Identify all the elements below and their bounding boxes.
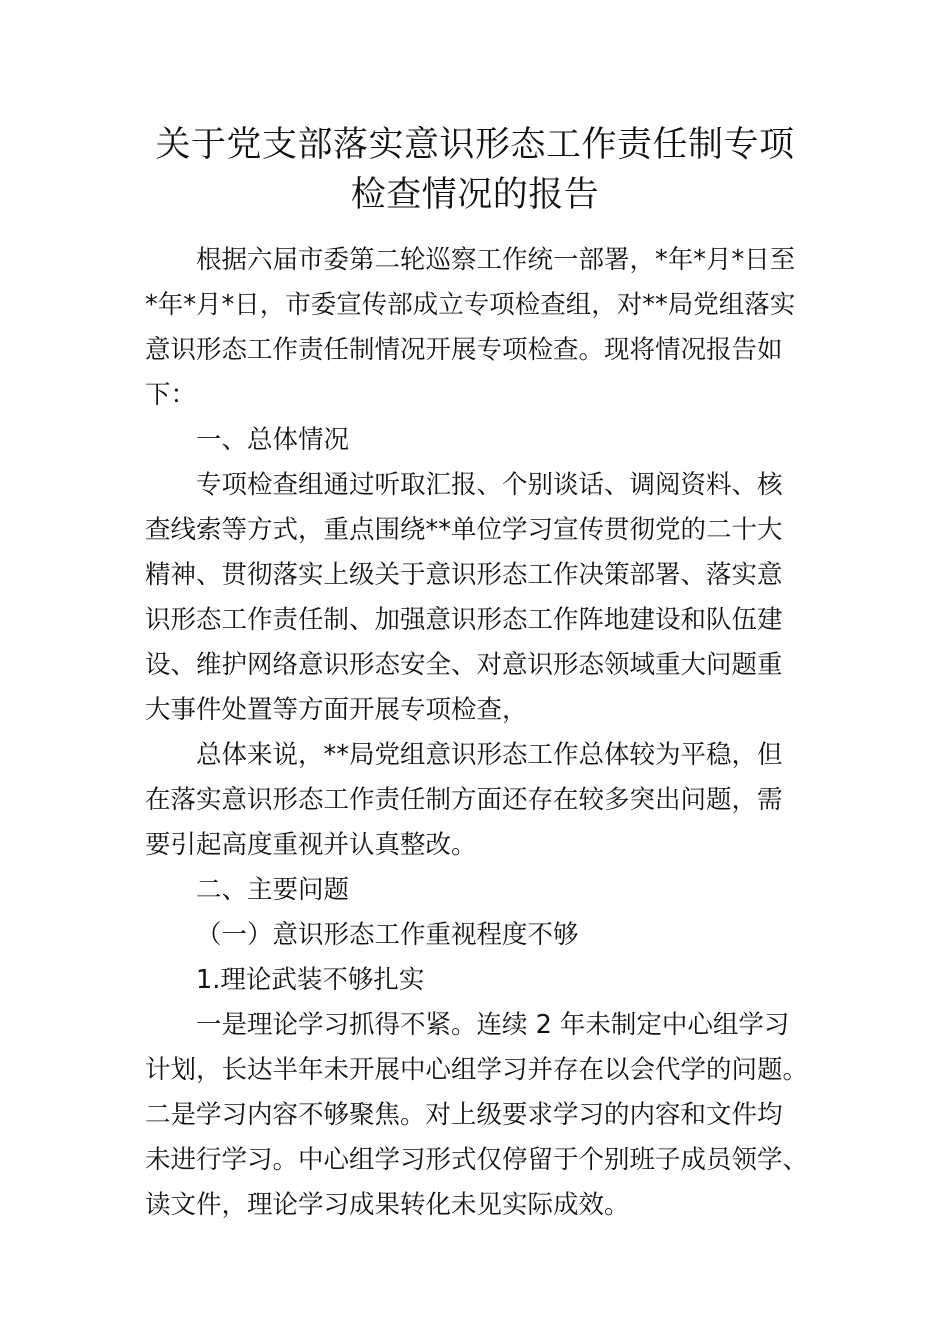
- text-line: 二是学习内容不够聚焦。对上级要求学习的内容和文件均: [145, 1100, 783, 1130]
- text-line: 总体来说，**局党组意识形态工作总体较为平稳，但: [196, 740, 783, 770]
- text-line: 一、总体情况: [196, 425, 350, 455]
- text-line: （一）意识形态工作重视程度不够: [196, 920, 579, 950]
- text-line: 精神、贯彻落实上级关于意识形态工作决策部署、落实意: [145, 560, 783, 590]
- text-line: 专项检查组通过听取汇报、个别谈话、调阅资料、核: [196, 470, 783, 500]
- title-line-2: 检查情况的报告: [350, 175, 600, 215]
- text-line: 在落实意识形态工作责任制方面还存在较多突出问题，需: [145, 785, 783, 815]
- text-line: 查线索等方式，重点围绕**单位学习宣传贯彻党的二十大: [145, 515, 783, 545]
- text-line: 一是理论学习抓得不紧。连续 2 年未制定中心组学习: [196, 1010, 790, 1040]
- text-line: 二、主要问题: [196, 875, 350, 905]
- text-line: 下：: [145, 380, 197, 410]
- text-line: 意识形态工作责任制情况开展专项检查。现将情况报告如: [145, 335, 783, 365]
- text-line: 读文件，理论学习成果转化未见实际成效。: [145, 1190, 630, 1220]
- text-line: 未进行学习。中心组学习形式仅停留于个别班子成员领学、: [145, 1145, 809, 1175]
- text-line: 大事件处置等方面开展专项检查，: [145, 695, 528, 725]
- text-line: 要引起高度重视并认真整改。: [145, 830, 477, 860]
- document-body: [145, 238, 809, 1228]
- text-line: *年*月*日，市委宣传部成立专项检查组，对**局党组落实: [145, 290, 796, 320]
- text-line: 识形态工作责任制、加强意识形态工作阵地建设和队伍建: [145, 605, 783, 635]
- document-title: [100, 120, 850, 220]
- text-line: 1.理论武装不够扎实: [196, 965, 425, 995]
- text-line: 计划，长达半年未开展中心组学习并存在以会代学的问题。: [145, 1055, 809, 1085]
- text-line: 设、维护网络意识形态安全、对意识形态领域重大问题重: [145, 650, 783, 680]
- title-line-1: 关于党支部落实意识形态工作责任制专项: [155, 125, 795, 165]
- text-line: 根据六届市委第二轮巡察工作统一部署，*年*月*日至: [196, 245, 796, 275]
